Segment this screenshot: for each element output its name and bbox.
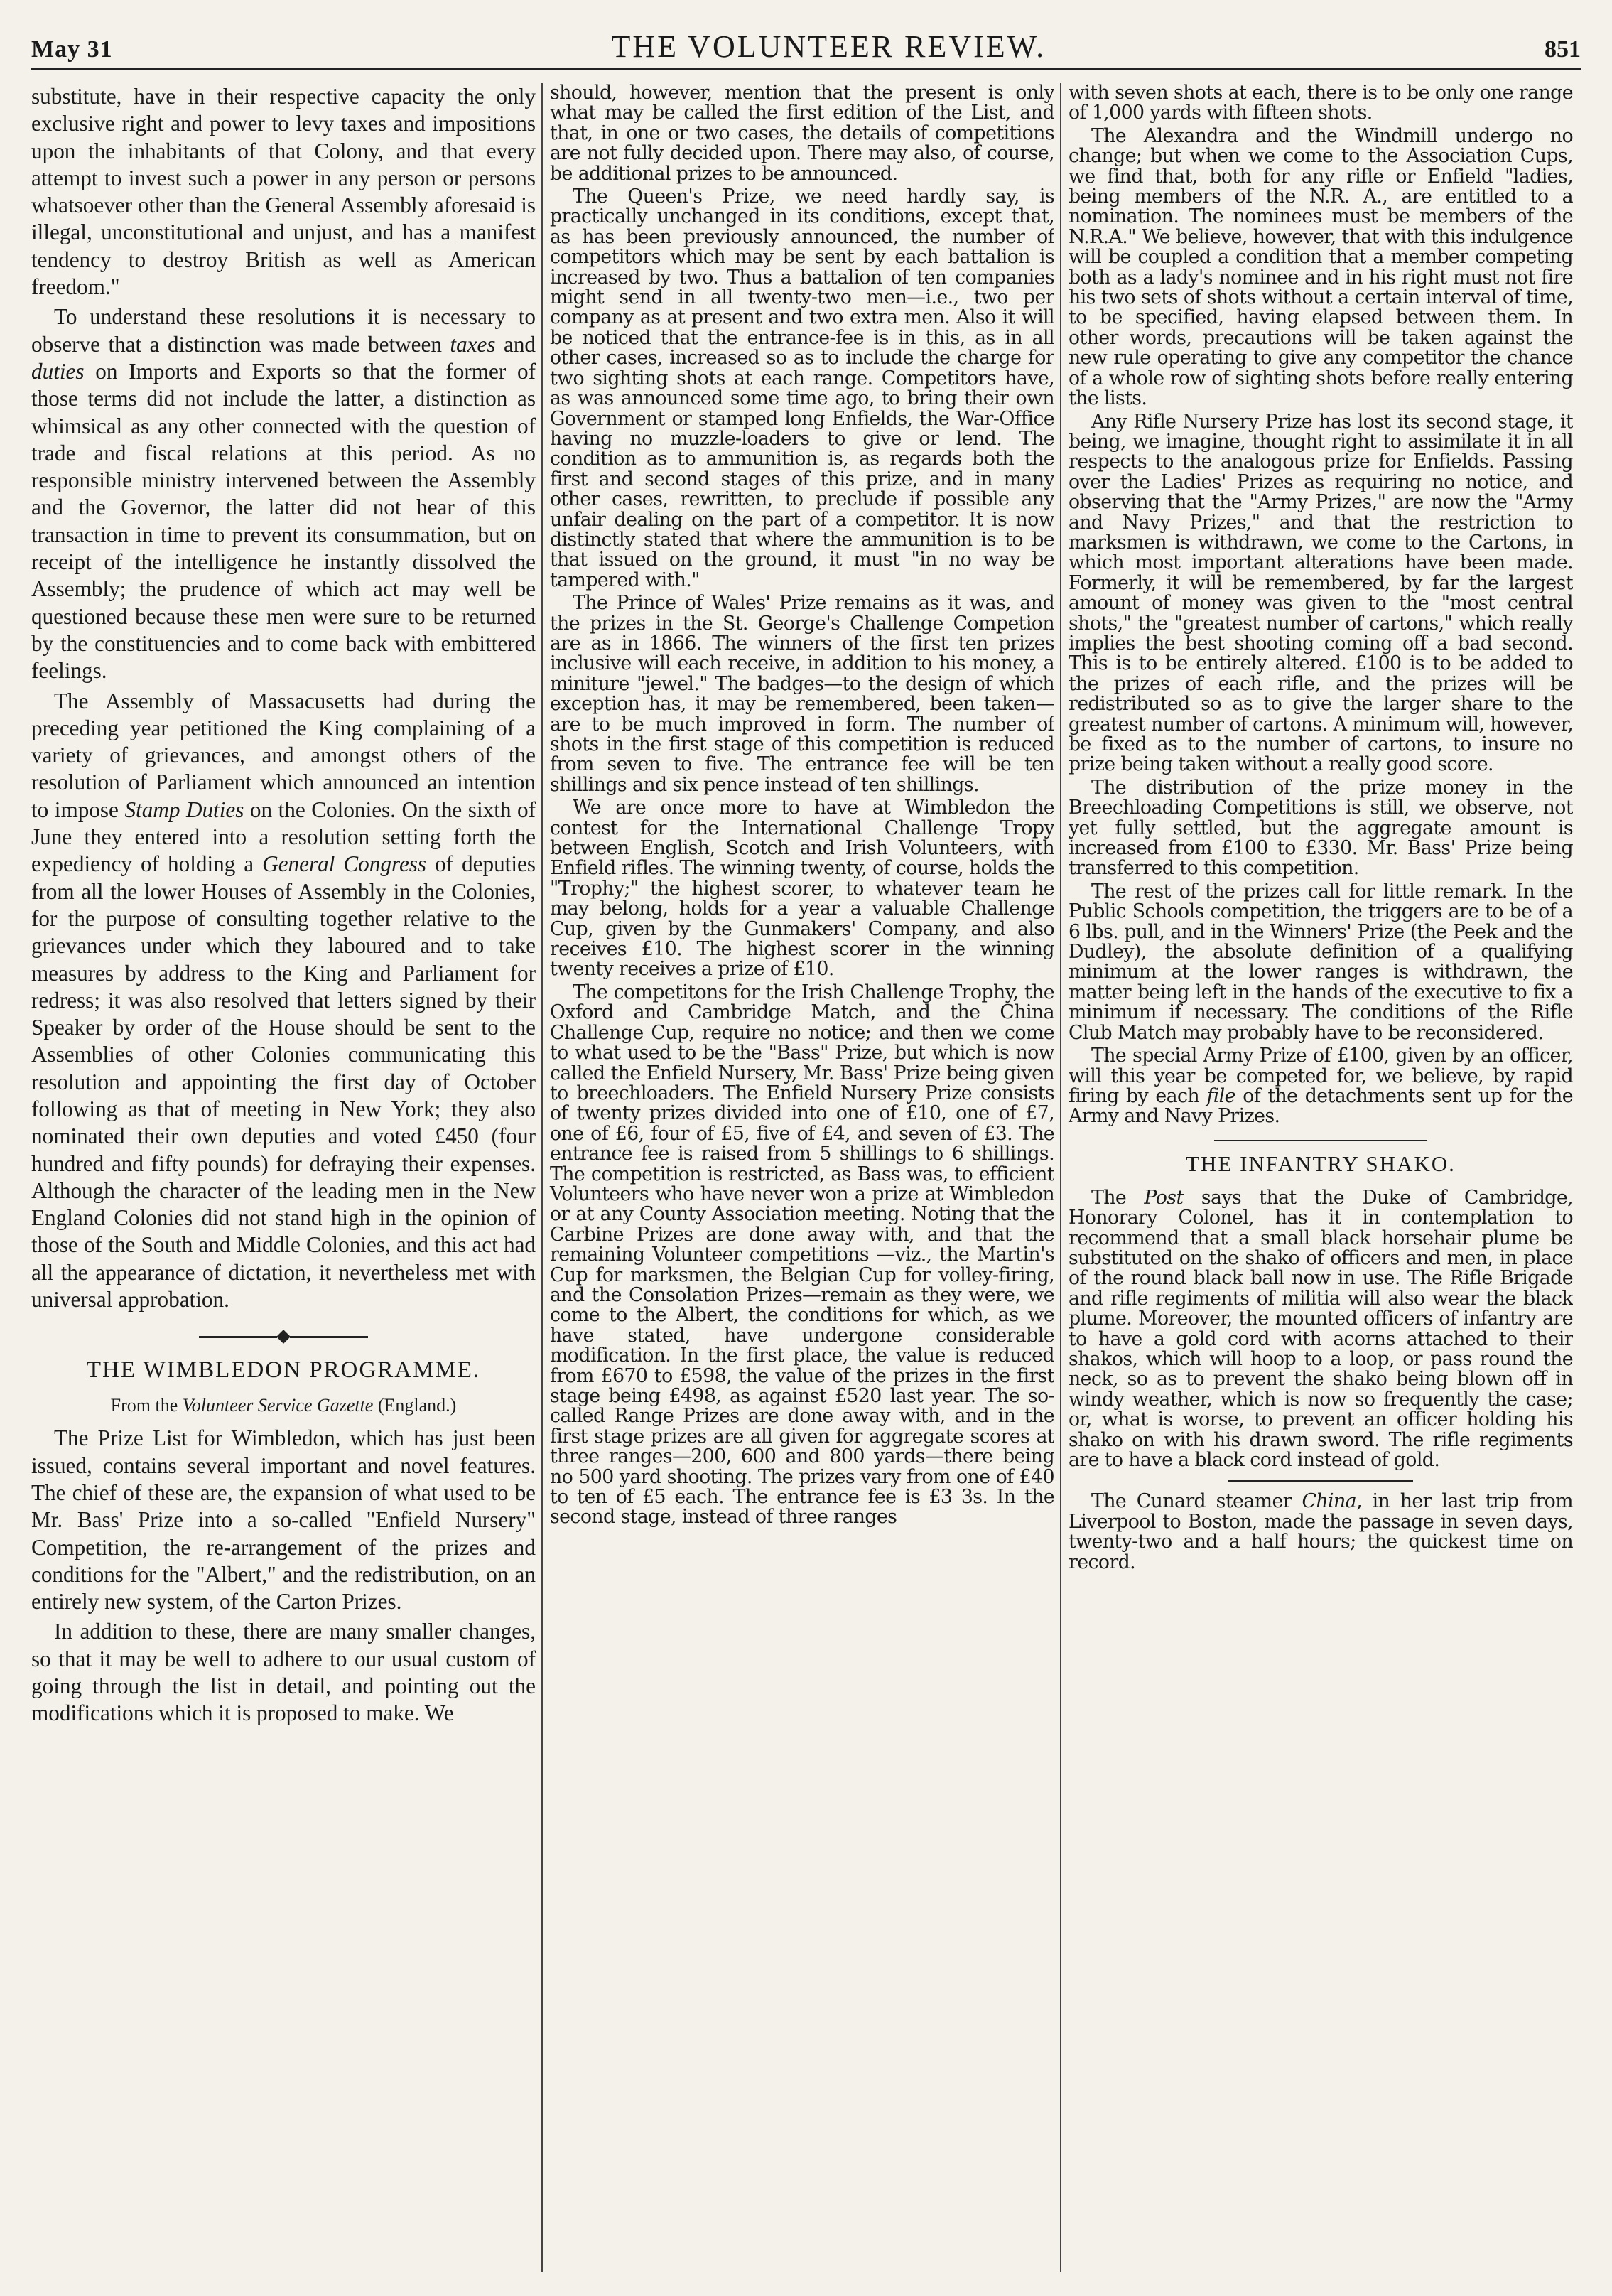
- paragraph: [1069, 1188, 1573, 1471]
- italic-term: General Congress: [262, 851, 427, 877]
- italic-term: Stamp Duties: [124, 797, 244, 822]
- italic-term: Post: [1144, 1186, 1184, 1209]
- paragraph: The Alexandra and the Windmill undergo no change; but when we come to the Association Cups, we find that, both for any rifle or Enfield "ladies, being members of the N.R. A., are entitled to a nomination. The nominees must be members of the N.R.A." We believe, however, that with this indulgence will be coupled a condition that a member competing both as a lady's nominee and in his right must not fire his two sets of shots without a certain interval of time, to be specified, having elapsed between them. In other words, precautions will be taken against the new rule operating to give any competitor the chance of a whole row of sighting shots before really entering the lists.: [1069, 124, 1573, 410]
- paragraph: In addition to these, there are many smaller changes, so that it may be well to adhere to our usual custom of going through the list in detail, and pointing out the modifications which it is proposed to make. We: [31, 1619, 536, 1726]
- text-run: The Cunard steamer: [1091, 1490, 1302, 1513]
- paragraph: [1069, 1492, 1573, 1573]
- section-rule: [1214, 1140, 1427, 1141]
- italic-term: China: [1302, 1490, 1357, 1513]
- text-run: The special Army Prize of £100, given by an officer, will this year be competed for, we believe, by rapid firing by each: [1069, 1045, 1573, 1107]
- source-publication: Volunteer Service Gazette: [182, 1395, 374, 1416]
- paragraph: substitute, have in their respective capacity the only exclusive right and power to levy taxes and impositions upon the inhabitants of that Colony, and that every attempt to invest such a power in any person or persons whatsoever other than the General Assembly aforesaid is illegal, unconstitutional and unjust, and has a manifest tendency to destroy British as well as American freedom.": [31, 84, 536, 300]
- text-run: The: [1091, 1186, 1145, 1209]
- page-number: 851: [1545, 36, 1581, 63]
- article-columns: [31, 83, 1581, 2272]
- paragraph: The competitons for the Irish Challenge Trophy, the Oxford and Cambridge Match, and the China Challenge Cup, require no notice; and then we come to what used to be the "Bass" Prize, but which is now called the Enfield Nursery, Mr. Bass' Prize being given to breechloaders. The Enfield Nursery Prize consists of twenty prizes divided into one of £10, one of £7, one of £6, four of £5, five of £4, and seven of £3. The entrance fee is raised from 5 shillings to 6 shillings. The competition is restricted, as Bass was, to efficient Volunteers who have never won a prize at Wimbledon or at any County Association meeting. Noting that the Carbine Prizes are done away with, and that the remaining Volunteer competitions —viz., the Martin's Cup for marksmen, the Belgian Cup for volley-firing, and the Consolation Prizes—remain as they were, we come to the Albert, the conditions for which, as we have stated, have undergone considerable modification. In the first place, the value is reduced from £670 to £598, the value of the prizes in the first stage being £498, as against £520 last year. The so-called Range Prizes are done away with, and in the first stage prizes are all given for aggregate scores at three ranges—200, 600 and 800 yards—there being no 500 yard shooting. The prizes vary from one of £40 to ten of £5 each. The entrance fee is £3 3s. In the second stage, instead of three ranges: [550, 981, 1054, 1529]
- article-heading: THE WIMBLEDON PROGRAMME.: [86, 1357, 481, 1384]
- masthead: [31, 28, 1581, 70]
- column-3: [1060, 83, 1573, 2272]
- paragraph: The Prince of Wales' Prize remains as it was, and the prizes in the St. George's Challenge Competion are as in 1866. The winners of the first ten prizes inclusive will each receive, in addition to his money, a miniture "jewel." The badges—to the design of which exception has, it may be remembered, been taken—are to be much improved in form. The number of shots in the first stage of this competition is reduced from seven to five. The entrance fee will be ten shillings and six pence instead of ten shillings.: [550, 592, 1054, 796]
- paragraph: should, however, mention that the present is only what may be called the first edition of the List, and that, in one or two cases, the details of competitions are not fully decided upon. There may also, of course, be additional prizes to be announced.: [550, 83, 1054, 185]
- section-divider: [31, 1332, 536, 1342]
- section-rule: [1228, 1480, 1413, 1482]
- text-run: From the: [110, 1395, 183, 1416]
- paragraph: The rest of the prizes call for little remark. In the Public Schools competition, the triggers are to be of a 6 lbs. pull, and in the Winners' Prize (the Peek and the Dudley), the absolute definition of a qualifying minimum at the lower ranges is withdrawn, the matter being left in the hands of the executive to fix a minimum if necessary. The conditions of the Rifle Club Match may probably have to be reconsidered.: [1069, 880, 1573, 1044]
- text-run: of deputies from all the lower Houses of Assembly in the Colonies, for the purpose of consulting together relative to the grievances under which they laboured and to take measures by address to the King and Parliament for redress; it was also resolved that letters signed by their Speaker by order of the House should be sent to the Assemblies of other Colonies communicating this resolution and appointing the first day of October following as that of meeting in New York; they also nominated their own deputies and voted £450 (four hundred and fifty pounds) for defraying their expenses. Although the character of the leading men in the New England Colonies did not stand high in the opinion of those of the South and Middle Colonies, and this act had all the appearance of dictation, it nevertheless met with universal approbation.: [31, 851, 536, 1313]
- italic-term: taxes: [450, 331, 496, 357]
- text-run: of the detachments sent up for the Army and Navy Prizes.: [1069, 1084, 1573, 1128]
- paragraph: [1069, 1046, 1573, 1127]
- text-run: , in her last trip from Liverpool to Boston, made the passage in seven days, twenty-two and a half hours; the quickest time on record.: [1069, 1490, 1573, 1573]
- paragraph: The distribution of the prize money in the Breechloading Competitions is still, we observe, not yet fully settled, but the aggregate amount is increased from £100 to £330. Mr. Bass' Prize being transferred to this competition.: [1069, 776, 1573, 880]
- paragraph: Any Rifle Nursery Prize has lost its second stage, it being, we imagine, thought right to assimilate it in all respects to the analogous prize for Enfields. Passing over the Ladies' Prizes as requiring no notice, and observing that the "Army Prizes," are now the "Army and Navy Prizes," and that the restriction to marksmen is withdrawn, we come to the Cartons, in which most important alterations have been made. Formerly, it will be remembered, by far the largest amount of money was given to the "most central shots," the "greatest number of cartons," which really implies the best shooting coming off a bad second. This is to be entirely altered. £100 is to be added to the prizes of each rifle, and the prizes will be redistributed so as to give the larger share to the greatest number of cartons. A minimum will, however, be fixed as to the number of cartons, to insure no prize being taken without a really good score.: [1069, 410, 1573, 776]
- text-run: (England.): [373, 1395, 457, 1416]
- text-run: and: [495, 331, 536, 357]
- text-run: on the Colonies. On the sixth of June they entered into a resolution setting forth the expediency of holding a: [31, 797, 536, 877]
- article-source: [31, 1395, 536, 1416]
- divider-ornament: [276, 1330, 291, 1344]
- issue-date: May 31: [31, 36, 113, 63]
- divider-bar: [290, 1336, 368, 1338]
- paragraph: [31, 688, 536, 1314]
- paragraph: The Prize List for Wimbledon, which has just been issued, contains several important and novel features. The chief of these are, the expansion of what used to be Mr. Bass' Prize into a so-called "Enfield Nursery" Competition, the re-arrangement of the prizes and conditions for the "Albert," and the redistribution, on an entirely new system, of the Carton Prizes.: [31, 1425, 536, 1615]
- column-1: [31, 83, 536, 2272]
- text-run: on Imports and Exports so that the former of those terms did not include the latter, a distinction as whimsical as any other connected with the question of trade and fiscal relations at this period. As no responsible ministry intervened between the Assembly and the Governor, the latter did not hear of this transaction in time to prevent its consummation, but on receipt of the intelligence he instantly dissolved the Assembly; the prudence of which act may well be questioned because these men were sure to be returned by the constituencies and to come back with embittered feelings.: [31, 358, 536, 684]
- italic-term: duties: [31, 358, 85, 384]
- divider-bar: [199, 1336, 277, 1338]
- italic-term: file: [1206, 1084, 1235, 1107]
- text-run: says that the Duke of Cambridge, Honorary Colonel, has it in contemplation to recommend that a small black horsehair plume be substituted on the shako of officers and men, in place of the round black ball now in use. The Rifle Brigade and rifle regiments of militia will also wear the black plume. Moreover, the mounted officers of infantry are to have a gold cord with acorns attached to their shakos, which will hoop to a loop, or pass round the neck, so as to prevent the shako being blown off in windy weather, which is now so frequently the case; or, what is worse, to prevent an officer holding his shako on with his drawn sword. The rifle regiments are to have a black cord instead of gold.: [1069, 1186, 1573, 1471]
- paragraph: with seven shots at each, there is to be only one range of 1,000 yards with fifteen shots.: [1069, 83, 1573, 124]
- article-heading: THE INFANTRY SHAKO.: [1186, 1150, 1456, 1176]
- paragraph: We are once more to have at Wimbledon the contest for the International Challenge Tropy between English, Scotch and Irish Volunteers, with Enfield rifles. The winning twenty, of course, holds the "Trophy;" the highest scorer, to whatever team he may belong, holds for a year a valuable Challenge Cup, given by the Gunmakers' Company, and also receives £10. The highest scorer in the winning twenty receives a prize of £10.: [550, 797, 1054, 981]
- publication-title: THE VOLUNTEER REVIEW.: [611, 29, 1046, 64]
- paragraph: The Queen's Prize, we need hardly say, is practically unchanged in its conditions, except that, as has been previously announced, the number of competitors which may be sent by each battalion is increased by two. Thus a battalion of ten companies might send in all twenty-two men—i.e., two per company as at present and two extra men. Also it will be noticed that the entrance-fee is in this, as in all other cases, increased so as to include the charge for two sighting shots at each range. Competitors have, as was announced some time ago, to bring their own Government or stamped long Enfields, the War-Office having no muzzle-loaders to give or lend. The condition as to ammunition is, as regards both the first and second stages of this prize, and in many other cases, rewritten, to preclude if possible any unfair dealing on the part of a competitor. It is now distinctly stated that where the ammunition is to be that issued on the ground, it must "in no way be tampered with.": [550, 185, 1054, 591]
- text-run: The Assembly of Massacusetts had during the preceding year petitioned the King complaining of a variety of grievances, and amongst others of the resolution of Parliament which announced an intention to impose: [31, 688, 536, 822]
- paragraph: [31, 303, 536, 684]
- column-2: [541, 83, 1054, 2272]
- text-run: To understand these resolutions it is necessary to observe that a distinction was made between: [31, 304, 536, 357]
